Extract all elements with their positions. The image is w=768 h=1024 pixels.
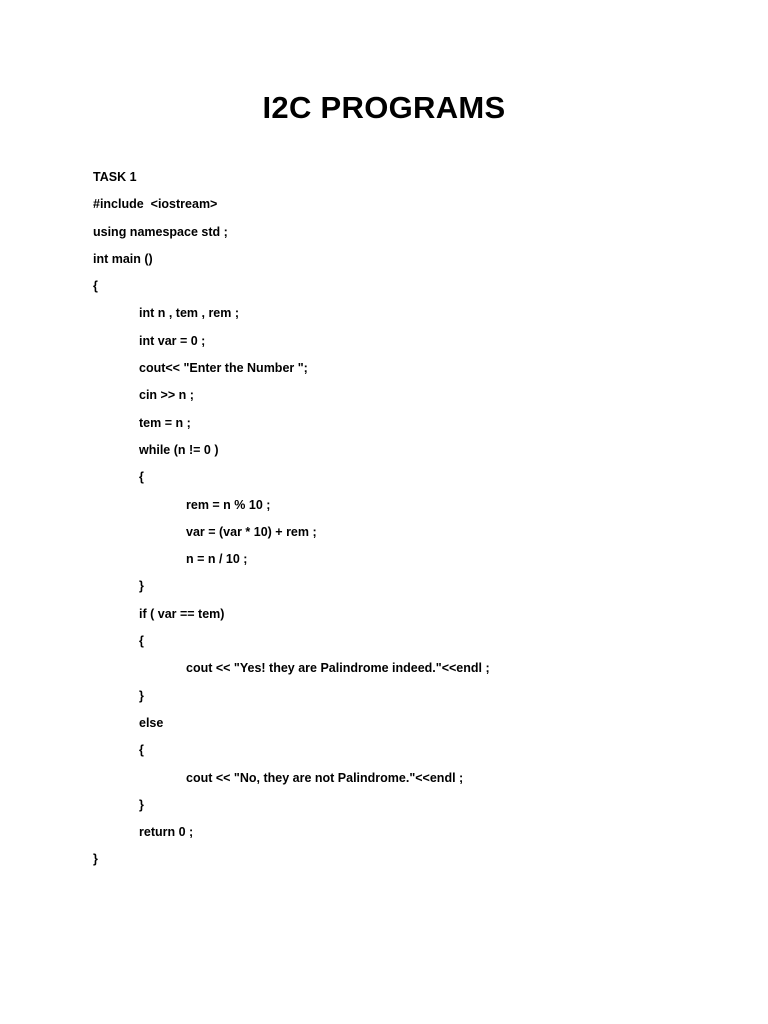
code-line: { <box>139 634 144 649</box>
code-line: int main () <box>93 251 153 266</box>
code-line: n = n / 10 ; <box>186 552 248 567</box>
code-line: using namespace std ; <box>93 224 228 239</box>
code-line: } <box>139 688 144 703</box>
code-line: cout<< "Enter the Number "; <box>139 361 308 376</box>
code-line: cout << "No, they are not Palindrome."<<endl ; <box>186 770 464 785</box>
code-line: { <box>139 743 144 758</box>
code-listing <box>93 166 713 876</box>
code-line: cout << "Yes! they are Palindrome indeed."<<endl ; <box>186 661 490 676</box>
code-line: int n , tem , rem ; <box>139 306 240 321</box>
code-line: cin >> n ; <box>139 388 194 403</box>
code-line: return 0 ; <box>139 825 194 840</box>
code-line: while (n != 0 ) <box>139 442 219 457</box>
code-line: { <box>139 470 144 485</box>
code-line: rem = n % 10 ; <box>186 497 271 512</box>
code-line: { <box>93 279 98 294</box>
code-line: #include <iostream> <box>93 197 218 212</box>
code-line: TASK 1 <box>93 170 137 184</box>
code-line: else <box>139 715 164 730</box>
code-line: if ( var == tem) <box>139 606 225 621</box>
page-title: I2C PROGRAMS <box>262 90 506 125</box>
code-line: } <box>139 797 144 812</box>
code-line: } <box>93 852 98 867</box>
code-line: int var = 0 ; <box>139 333 206 348</box>
code-line: var = (var * 10) + rem ; <box>186 524 317 539</box>
code-line: tem = n ; <box>139 415 191 430</box>
code-line: } <box>139 579 144 594</box>
